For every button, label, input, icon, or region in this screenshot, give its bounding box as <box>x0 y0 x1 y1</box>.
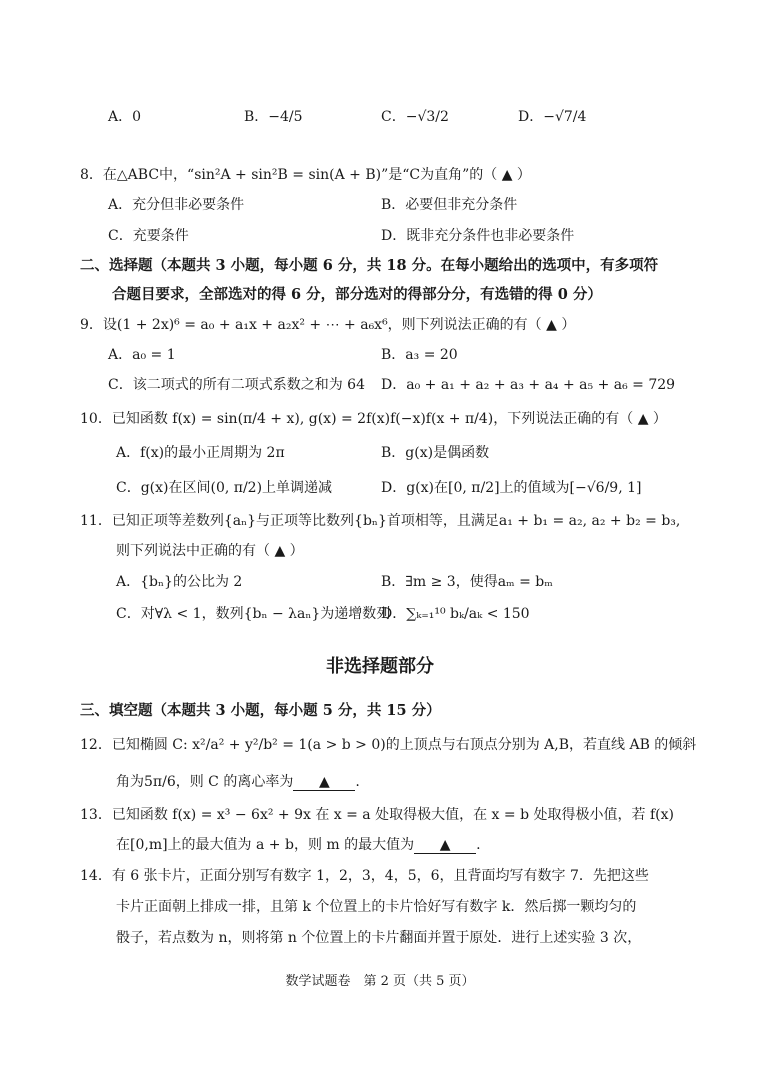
q11-stem-line2: 则下列说法中正确的有（ ▲ ） <box>116 543 304 559</box>
q12-text: 角为5π/6，则 C 的离心率为 <box>116 774 294 790</box>
q10-option-d: D．g(x)在[0, π/2]上的值域为[−√6/9, 1] <box>381 480 642 496</box>
q14-line2: 卡片正面朝上排成一排，且第 k 个位置上的卡片恰好写有数字 k．然后掷一颗均匀的 <box>116 899 637 915</box>
q14-line3: 骰子，若点数为 n，则将第 n 个位置上的卡片翻面并置于原处．进行上述实验 3 次， <box>116 930 642 946</box>
q13-text: 在[0,m]上的最大值为 a + b，则 m 的最大值为 <box>116 837 415 853</box>
q8-option-a: A．充分但非必要条件 <box>108 197 245 213</box>
q7-option-b: B．−4/5 <box>244 109 303 125</box>
q9-stem: 9．设(1 + 2x)⁶ = a₀ + a₁x + a₂x² + ⋯ + a₆x⁶，则下列说法正确的有（ ▲ ） <box>80 317 576 333</box>
q9-option-c: C．该二项式的所有二项式系数之和为 64 <box>108 377 365 393</box>
q7-option-d: D．−√7/4 <box>518 109 587 125</box>
q14-line1: 14．有 6 张卡片，正面分别写有数字 1，2，3，4，5，6，且背面均写有数字 7．先把这些 <box>80 868 649 884</box>
q8-option-c: C．充要条件 <box>108 228 189 244</box>
q7-option-a: A．0 <box>108 109 142 125</box>
q13-line2 <box>116 835 481 855</box>
q11-option-b: B．∃m ≥ 3，使得aₘ = bₘ <box>381 574 553 590</box>
q8-stem: 8．在△ABC中，“sin²A + sin²B = sin(A + B)”是“C为直角”的（ ▲ ） <box>80 167 531 183</box>
q9-option-b: B．a₃ = 20 <box>381 347 458 363</box>
q8-option-b: B．必要但非充分条件 <box>381 197 518 213</box>
q12-period: . <box>355 774 360 790</box>
part-title: 非选择题部分 <box>326 656 434 677</box>
q13-period: . <box>476 837 481 853</box>
q13-line1: 13．已知函数 f(x) = x³ − 6x² + 9x 在 x = a 处取得极大值，在 x = b 处取得极小值，若 f(x) <box>80 807 674 823</box>
q12-line2 <box>116 772 360 792</box>
section-2-header-line2: 合题目要求，全部选对的得 6 分，部分选对的得部分分，有选错的得 0 分） <box>112 286 602 303</box>
q12-line1: 12．已知椭圆 C: x²/a² + y²/b² = 1(a > b > 0)的上顶点与右顶点分别为 A,B，若直线 AB 的倾斜 <box>80 737 697 753</box>
q9-option-d: D．a₀ + a₁ + a₂ + a₃ + a₄ + a₅ + a₆ = 729 <box>381 377 676 393</box>
q13-answer-blank: ▲ <box>414 837 476 854</box>
q12-answer-blank: ▲ <box>293 774 355 791</box>
q11-option-c: C．对∀λ < 1，数列{bₙ − λaₙ}为递增数列 <box>116 606 391 622</box>
q11-stem-line1: 11．已知正项等差数列{aₙ}与正项等比数列{bₙ}首项相等，且满足a₁ + b₁ = a₂, a₂ + b₂ = b₃, <box>80 513 681 529</box>
section-3-header: 三、填空题（本题共 3 小题，每小题 5 分，共 15 分） <box>80 702 441 719</box>
q11-option-a: A．{bₙ}的公比为 2 <box>116 574 243 590</box>
q10-option-a: A．f(x)的最小正周期为 2π <box>116 445 285 461</box>
q10-option-c: C．g(x)在区间(0, π/2)上单调递减 <box>116 480 333 496</box>
q10-option-b: B．g(x)是偶函数 <box>381 445 490 461</box>
section-2-header-line1: 二、选择题（本题共 3 小题，每小题 6 分，共 18 分。在每小题给出的选项中，有多项符 <box>80 257 659 274</box>
q8-option-d: D．既非充分条件也非必要条件 <box>381 228 575 244</box>
q7-option-c: C．−√3/2 <box>381 109 449 125</box>
q10-stem: 10．已知函数 f(x) = sin(π/4 + x), g(x) = 2f(x)f(−x)f(x + π/4)，下列说法正确的有（ ▲ ） <box>80 411 667 427</box>
q11-option-d: D．∑ₖ₌₁¹⁰ bₖ/aₖ < 150 <box>381 606 530 622</box>
q9-option-a: A．a₀ = 1 <box>108 347 176 363</box>
page-footer: 数学试题卷 第 2 页（共 5 页） <box>285 974 475 989</box>
